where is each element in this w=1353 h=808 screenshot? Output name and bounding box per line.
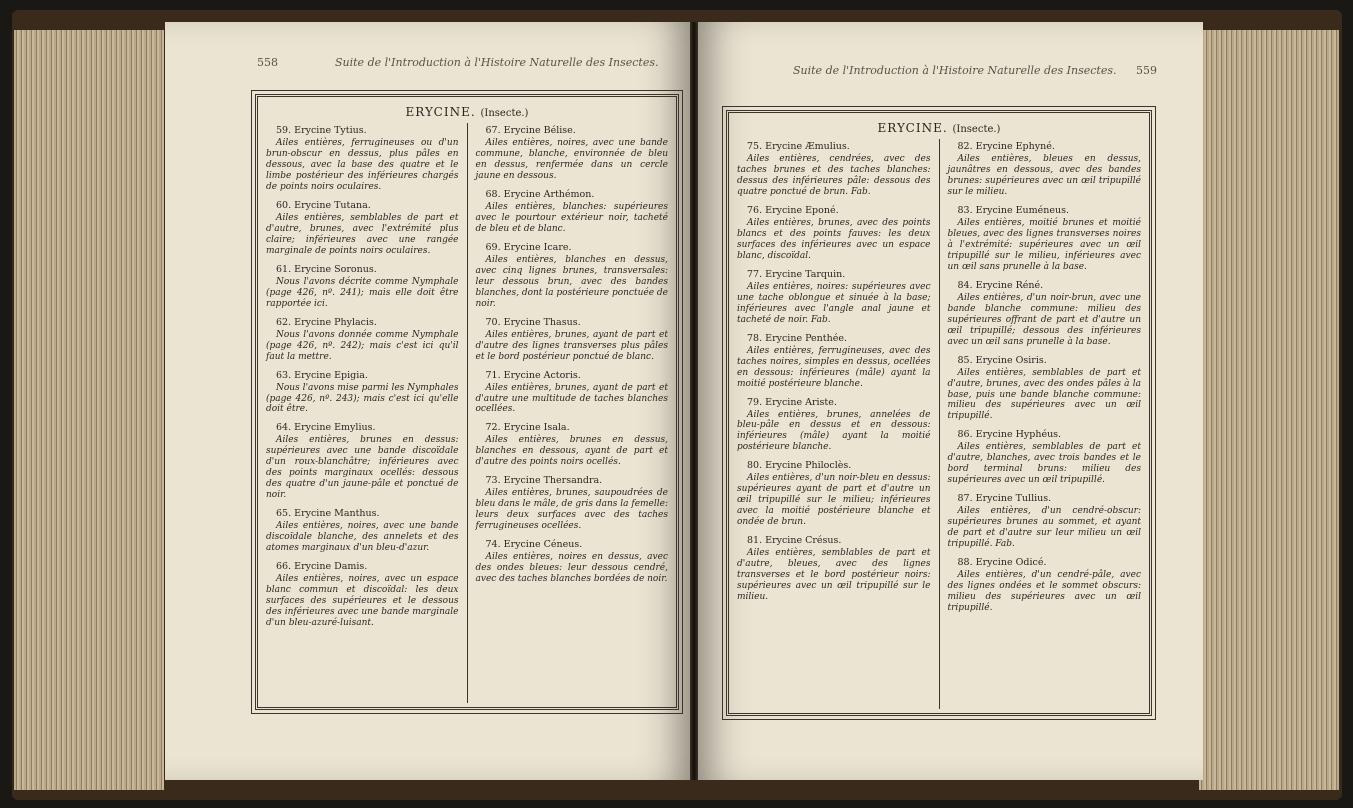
species-name: 86. Erycine Hyphéus. xyxy=(957,429,1062,441)
species-entry xyxy=(476,189,669,235)
section-title-left xyxy=(258,105,676,119)
species-entry xyxy=(948,280,1142,348)
left-page xyxy=(165,22,690,780)
page-number-left: 558 xyxy=(257,56,278,69)
title-right: ERYCINE. xyxy=(877,121,948,135)
column-left-1 xyxy=(258,123,467,703)
species-entry xyxy=(476,539,669,585)
title-sub-left: (Insecte.) xyxy=(480,108,529,119)
species-name: 84. Erycine Réné. xyxy=(957,279,1044,291)
species-entry xyxy=(737,141,931,198)
species-entry xyxy=(737,460,931,528)
species-description: Ailes entières, moitié brunes et moitié bleues, avec des lignes transverses noires à l'extrémité: supérieures avec un œil tripupillé sur le milieu, inférieures avec un œil sans prunelle à la base. xyxy=(947,217,1141,272)
species-name: 73. Erycine Thersandra. xyxy=(485,475,603,487)
species-entry xyxy=(948,141,1142,198)
species-entry xyxy=(476,370,669,416)
columns-right xyxy=(729,139,1149,709)
species-description: Ailes entières, noires, avec une bande discoïdale blanche, des annelets et des atomes marginaux d'un bleu-d'azur. xyxy=(266,521,459,554)
species-name: 75. Erycine Æmulius. xyxy=(747,141,850,152)
species-entry xyxy=(476,125,669,182)
species-description: Nous l'avons décrite comme Nymphale (page 426, nº. 241); mais elle doit être rapportée ici. xyxy=(266,276,459,309)
species-description: Nous l'avons donnée comme Nymphale (page 426, nº. 242); mais c'est ici qu'il faut la mettre. xyxy=(266,329,459,362)
species-description: Ailes entières, d'un noir-brun, avec une bande blanche commune: milieu des supérieures offrant de part et d'autre un œil tripupillé; dessous des inférieures avec un œil sans prunelle à la base. xyxy=(947,292,1141,347)
species-entry xyxy=(737,535,931,603)
species-entry xyxy=(948,355,1142,423)
book-gutter xyxy=(690,22,698,780)
species-name: 70. Erycine Thasus. xyxy=(485,316,581,328)
species-name: 88. Erycine Odicé. xyxy=(957,557,1047,569)
column-left-2 xyxy=(467,123,677,703)
species-description: Ailes entières, noires, avec une bande commune, blanche, environnée de bleu en dessus, renfermée dans un cercle jaune en dessous. xyxy=(475,138,668,181)
species-name: 69. Erycine Icare. xyxy=(485,241,572,253)
column-right-2 xyxy=(939,139,1150,709)
species-description: Nous l'avons mise parmi les Nymphales (page 426, nº. 243); mais c'est ici qu'elle doit être. xyxy=(266,382,459,415)
species-name: 68. Erycine Arthémon. xyxy=(485,188,595,200)
species-name: 65. Erycine Manthus. xyxy=(276,508,380,520)
running-head-right: Suite de l'Introduction à l'Histoire Naturelle des Insectes. xyxy=(793,64,1117,77)
species-entry xyxy=(948,205,1142,273)
species-description: Ailes entières, d'un cendré-pâle, avec des lignes ondées et le sommet obscurs: milieu des supérieures avec un œil tripupillé. xyxy=(947,570,1141,614)
species-name: 72. Erycine Isala. xyxy=(485,422,570,434)
title-left: ERYCINE. xyxy=(405,105,476,119)
species-entry xyxy=(948,557,1142,614)
species-description: Ailes entières, brunes, ayant de part et d'autre des lignes transverses plus pâles et le bord postérieur ponctué de blanc. xyxy=(475,329,668,362)
species-entry xyxy=(266,200,459,257)
species-description: Ailes entières, bleues en dessus, jaunâtres en dessous, avec des bandes brunes: supérieures avec un œil tripupillé sur le milieu. xyxy=(947,154,1141,197)
species-description: Ailes entières, ferrugineuses ou d'un brun-obscur en dessus, plus pâles en dessous, avec la base des quatre et le limbe postérieur des inférieures chargés de points noirs oculaires. xyxy=(266,138,459,192)
species-name: 61. Erycine Soronus. xyxy=(276,263,377,275)
section-title-right xyxy=(729,121,1149,135)
species-name: 78. Erycine Penthée. xyxy=(747,332,847,344)
text-frame-right xyxy=(726,110,1152,716)
species-description: Ailes entières, brunes, ayant de part et d'autre une multitude de taches blanches ocellées. xyxy=(475,382,668,415)
species-description: Ailes entières, noires, avec un espace blanc commun et discoïdal: les deux surfaces des supérieures et le dessous des inférieures avec une bande marginale d'un bleu-azuré-luisant. xyxy=(266,574,459,629)
species-name: 79. Erycine Ariste. xyxy=(747,396,837,408)
species-name: 77. Erycine Tarquin. xyxy=(747,268,846,280)
right-page xyxy=(698,22,1203,780)
species-description: Ailes entières, cendrées, avec des taches brunes et des taches blanches: dessus des inférieures pâle: dessous des quatre ponctué de brun. Fab. xyxy=(737,154,931,197)
page-number-right: 559 xyxy=(1136,64,1157,77)
species-description: Ailes entières, ferrugineuses, avec des taches noires, simples en dessus, ocellées en dessous: inférieures (mâle) ayant la moitié postérieure blanche. xyxy=(737,345,931,389)
species-entry xyxy=(266,125,459,193)
species-description: Ailes entières, d'un noir-bleu en dessus: supérieures ayant de part et d'autre un œil tripupillé sur le milieu; inférieures avec la moitié postérieure blanche et ondée de brun. xyxy=(737,473,931,528)
species-description: Ailes entières, brunes, avec des points blancs et des points fauves: les deux surfaces des inférieures avec un espace blanc, discoïdal. xyxy=(737,217,931,261)
text-frame-left xyxy=(255,94,679,710)
species-description: Ailes entières, brunes, saupoudrées de bleu dans le mâle, de gris dans la femelle: leurs deux surfaces avec des taches ferrugineuses ocellées. xyxy=(475,488,668,532)
species-description: Ailes entières, semblables de part et d'autre, brunes, avec l'extrémité plus claire; inférieures avec une rangée marginale de points noirs oculaires. xyxy=(266,212,459,256)
species-entry xyxy=(266,370,459,416)
species-name: 81. Erycine Crésus. xyxy=(747,535,842,547)
species-name: 87. Erycine Tullius. xyxy=(957,493,1052,505)
species-name: 59. Erycine Tytius. xyxy=(276,125,367,136)
column-right-1 xyxy=(729,139,939,709)
species-name: 80. Erycine Philoclès. xyxy=(747,460,852,472)
running-head-left: Suite de l'Introduction à l'Histoire Naturelle des Insectes. xyxy=(335,56,659,69)
species-name: 82. Erycine Ephyné. xyxy=(957,141,1055,152)
species-description: Ailes entières, noires en dessus, avec des ondes bleues: leur dessous cendré, avec des taches blanches bordées de noir. xyxy=(475,552,668,585)
species-entry xyxy=(476,422,669,468)
species-entry xyxy=(476,242,669,310)
species-entry xyxy=(266,422,459,501)
species-name: 67. Erycine Bélise. xyxy=(485,125,576,136)
species-entry xyxy=(737,333,931,390)
right-page-edges xyxy=(1199,30,1339,790)
species-entry xyxy=(476,317,669,363)
species-entry xyxy=(476,475,669,532)
species-name: 64. Erycine Emylius. xyxy=(276,422,376,434)
species-name: 76. Erycine Eponé. xyxy=(747,204,839,216)
species-description: Ailes entières, semblables de part et d'autre, blanches, avec trois bandes et le bord terminal bruns: milieu des supérieures avec un œil tripupillé. xyxy=(947,442,1141,486)
species-name: 83. Erycine Euméneus. xyxy=(957,204,1070,216)
species-name: 62. Erycine Phylacis. xyxy=(276,316,377,328)
species-entry xyxy=(266,561,459,629)
species-description: Ailes entières, blanches: supérieures avec le pourtour extérieur noir, tacheté de bleu et de blanc. xyxy=(475,201,668,234)
species-description: Ailes entières, semblables de part et d'autre, brunes, avec des ondes pâles à la base, puis une bande blanche commune: milieu des supérieures avec un œil tripupillé. xyxy=(947,367,1141,422)
species-description: Ailes entières, d'un cendré-obscur: supérieures brunes au sommet, et ayant de part et d'autre sur leur milieu un œil tripupillé. Fab. xyxy=(947,506,1141,550)
species-entry xyxy=(948,429,1142,486)
species-description: Ailes entières, noires: supérieures avec une tache oblongue et sinuée à la base; inférieures avec l'angle anal jaune et tacheté de noir. Fab. xyxy=(737,281,931,325)
species-description: Ailes entières, blanches en dessus, avec cinq lignes brunes, transversales: leur dessous brun, avec des bandes blanches, dont la postérieure ponctuée de noir. xyxy=(475,254,668,309)
left-page-edges xyxy=(14,30,164,790)
species-entry xyxy=(266,317,459,363)
columns-left xyxy=(258,123,676,703)
species-entry xyxy=(737,205,931,262)
species-description: Ailes entières, brunes en dessus: supérieures avec une bande discoïdale d'un roux-blanchâtre; inférieures avec des points marginaux ocellés: dessous des quatre d'un jaune-pâle et ponctué de noir. xyxy=(266,435,459,501)
species-description: Ailes entières, brunes, annelées de bleu-pâle en dessus et en dessous: inférieures (mâle) ayant la moitié postérieure blanche. xyxy=(737,409,931,453)
species-name: 85. Erycine Osiris. xyxy=(957,354,1047,366)
species-name: 74. Erycine Céneus. xyxy=(485,539,583,551)
species-description: Ailes entières, brunes en dessus, blanches en dessous, ayant de part et d'autre des points noirs ocellés. xyxy=(475,435,668,468)
species-entry xyxy=(948,493,1142,550)
species-entry xyxy=(737,269,931,326)
species-entry xyxy=(266,264,459,310)
title-sub-right: (Insecte.) xyxy=(952,124,1001,135)
species-entry xyxy=(266,508,459,554)
species-name: 60. Erycine Tutana. xyxy=(276,199,371,211)
species-description: Ailes entières, semblables de part et d'autre, bleues, avec des lignes transverses et le bord postérieur noirs: supérieures avec un œil tripupillé sur le milieu. xyxy=(737,548,931,603)
species-name: 66. Erycine Damis. xyxy=(276,561,368,573)
species-entry xyxy=(737,397,931,454)
species-name: 71. Erycine Actoris. xyxy=(485,369,581,381)
species-name: 63. Erycine Epigia. xyxy=(276,369,368,381)
